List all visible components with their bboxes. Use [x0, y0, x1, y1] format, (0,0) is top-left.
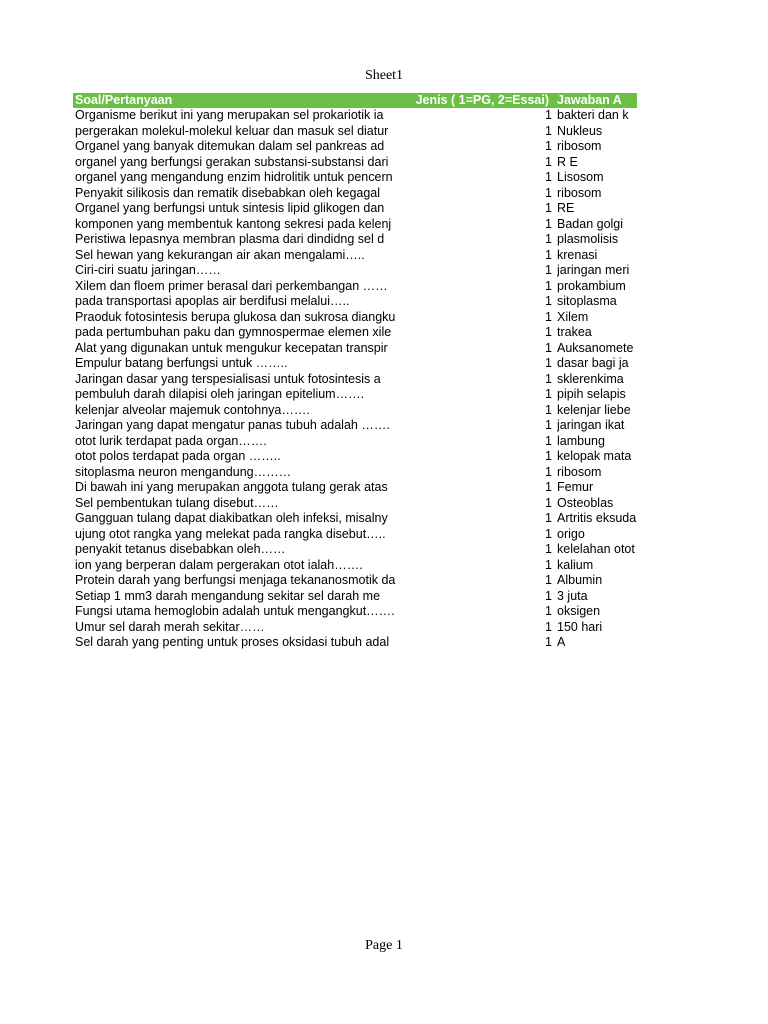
type-cell[interactable]: 1 [545, 170, 552, 184]
answer-cell[interactable]: kelenjar liebe [557, 402, 631, 417]
question-cell[interactable]: penyakit tetanus disebabkan oleh…… [75, 542, 286, 556]
question-cell[interactable]: Sel pembentukan tulang disebut…… [75, 495, 279, 510]
table-row [73, 527, 637, 543]
table-row [73, 434, 637, 450]
answer-cell[interactable]: R E [557, 154, 578, 169]
table-row [73, 449, 637, 465]
table-body [73, 108, 637, 651]
table-row [73, 372, 637, 388]
column-header-answer[interactable]: Jawaban A [557, 93, 622, 107]
type-cell[interactable]: 1 [545, 604, 552, 618]
column-header-question[interactable]: Soal/Pertanyaan [75, 93, 173, 107]
answer-cell[interactable]: ribosom [557, 185, 602, 200]
type-cell[interactable]: 1 [545, 542, 552, 556]
type-cell[interactable]: 1 [545, 480, 552, 494]
type-cell[interactable]: 1 [545, 154, 552, 169]
answer-cell[interactable]: 3 juta [557, 588, 588, 603]
answer-cell[interactable]: Femur [557, 480, 594, 494]
table-row [73, 248, 637, 264]
type-cell[interactable]: 1 [545, 464, 552, 479]
question-cell[interactable]: organel yang mengandung enzim hidrolitik untuk pencern [75, 170, 393, 184]
question-cell[interactable]: otot polos terdapat pada organ …….. [75, 449, 281, 463]
table-row [73, 403, 637, 419]
answer-cell[interactable]: jaringan ikat [557, 418, 625, 432]
question-cell[interactable]: organel yang berfungsi gerakan substansi-substansi dari [75, 154, 389, 169]
question-cell[interactable]: Gangguan tulang dapat diakibatkan oleh infeksi, misalny [75, 511, 388, 525]
sheet-title: Sheet1 [364, 68, 404, 83]
table-row [73, 325, 637, 341]
answer-cell[interactable]: Osteoblas [557, 495, 614, 510]
table-row [73, 620, 637, 636]
type-cell[interactable]: 1 [545, 619, 552, 634]
type-cell[interactable]: 1 [545, 387, 552, 401]
type-cell[interactable]: 1 [545, 495, 552, 510]
table-row [73, 511, 637, 527]
type-cell[interactable]: 1 [545, 418, 552, 432]
question-cell[interactable]: Fungsi utama hemoglobin adalah untuk mengangkut……. [75, 604, 395, 618]
question-cell[interactable]: Organisme berikut ini yang merupakan sel prokariotik ia [75, 108, 384, 122]
answer-cell[interactable]: RE [557, 201, 575, 215]
question-cell[interactable]: pada pertumbuhan paku dan gymnospermae elemen xile [75, 325, 392, 339]
question-cell[interactable]: sitoplasma neuron mengandung……… [75, 464, 292, 479]
question-cell[interactable]: Sel hewan yang kekurangan air akan mengalami….. [75, 247, 365, 262]
question-cell[interactable]: Setiap 1 mm3 darah mengandung sekitar sel darah me [75, 588, 381, 603]
answer-cell[interactable]: sitoplasma [557, 294, 617, 308]
table-row [73, 635, 637, 651]
table-row [73, 155, 637, 171]
answer-cell[interactable]: jaringan meri [557, 263, 630, 277]
answer-cell[interactable]: plasmolisis [557, 232, 619, 246]
answer-cell[interactable]: krenasi [557, 247, 598, 262]
table-row [73, 139, 637, 155]
answer-cell[interactable]: Artritis eksuda [557, 511, 637, 525]
table-row [73, 542, 637, 558]
answer-cell[interactable]: Lisosom [557, 170, 604, 184]
question-cell[interactable]: kelenjar alveolar majemuk contohnya……. [75, 402, 310, 417]
type-cell[interactable]: 1 [545, 433, 552, 448]
type-cell[interactable]: 1 [545, 557, 552, 572]
answer-cell[interactable]: oksigen [557, 604, 601, 618]
question-cell[interactable]: Organel yang berfungsi untuk sintesis lipid glikogen dan [75, 201, 385, 215]
column-header-type[interactable]: Jenis ( 1=PG, 2=Essai) [415, 93, 549, 107]
answer-cell[interactable]: 150 hari [557, 619, 603, 634]
type-cell[interactable]: 1 [545, 123, 552, 138]
answer-cell[interactable]: Nukleus [557, 123, 603, 138]
question-cell[interactable]: pembuluh darah dilapisi oleh jaringan epitelium……. [75, 387, 365, 401]
answer-cell[interactable]: kalium [557, 557, 594, 572]
question-cell[interactable]: Penyakit silikosis dan rematik disebabkan oleh kegagal [75, 185, 381, 200]
table-row [73, 356, 637, 372]
answer-cell[interactable]: Albumin [557, 573, 603, 587]
table-row [73, 573, 637, 589]
type-cell[interactable]: 1 [545, 185, 552, 200]
question-cell[interactable]: pada transportasi apoplas air berdifusi melalui….. [75, 294, 350, 308]
question-cell[interactable]: Protein darah yang berfungsi menjaga tekananosmotik da [75, 573, 396, 587]
type-cell[interactable]: 1 [545, 340, 552, 355]
table-row [73, 217, 637, 233]
answer-cell[interactable]: ribosom [557, 139, 602, 153]
table-row [73, 232, 637, 248]
spreadsheet-table [73, 93, 637, 651]
question-cell[interactable]: Xilem dan floem primer berasal dari perkembangan …… [75, 278, 388, 293]
answer-cell[interactable]: sklerenkima [557, 371, 624, 386]
type-cell[interactable]: 1 [545, 294, 552, 308]
type-cell[interactable]: 1 [545, 635, 552, 649]
header-row [73, 93, 637, 108]
type-cell[interactable]: 1 [545, 139, 552, 153]
type-cell[interactable]: 1 [545, 278, 552, 293]
question-cell[interactable]: Empulur batang berfungsi untuk …….. [75, 356, 288, 370]
answer-cell[interactable]: dasar bagi ja [557, 356, 629, 370]
type-cell[interactable]: 1 [545, 108, 552, 122]
table-row [73, 108, 637, 124]
question-cell[interactable]: Sel darah yang penting untuk proses oksidasi tubuh adal [75, 635, 390, 649]
table-row [73, 496, 637, 512]
question-cell[interactable]: otot lurik terdapat pada organ……. [75, 433, 267, 448]
answer-cell[interactable]: lambung [557, 433, 605, 448]
answer-cell[interactable]: Xilem [557, 309, 589, 324]
table-row [73, 589, 637, 605]
table-row [73, 263, 637, 279]
answer-cell[interactable]: A [557, 635, 566, 649]
answer-cell[interactable]: kelopak mata [557, 449, 632, 463]
question-cell[interactable]: Jaringan dasar yang terspesialisasi untuk fotosintesis a [75, 371, 381, 386]
question-cell[interactable]: pergerakan molekul-molekul keluar dan masuk sel diatur [75, 123, 389, 138]
question-cell[interactable]: ujung otot rangka yang melekat pada rangka disebut….. [75, 526, 386, 541]
table-row [73, 170, 637, 186]
answer-cell[interactable]: bakteri dan k [557, 108, 629, 122]
type-cell[interactable]: 1 [545, 402, 552, 417]
table-row [73, 294, 637, 310]
type-cell[interactable]: 1 [545, 309, 552, 324]
question-cell[interactable]: Di bawah ini yang merupakan anggota tulang gerak atas [75, 480, 388, 494]
table-row [73, 604, 637, 620]
answer-cell[interactable]: Auksanomete [557, 340, 634, 355]
question-cell[interactable]: Organel yang banyak ditemukan dalam sel pankreas ad [75, 139, 385, 153]
table-row [73, 124, 637, 140]
table-row [73, 310, 637, 326]
type-cell[interactable]: 1 [545, 325, 552, 339]
type-cell[interactable]: 1 [545, 263, 552, 277]
type-cell[interactable]: 1 [545, 201, 552, 215]
question-cell[interactable]: ion yang berperan dalam pergerakan otot ialah……. [75, 557, 363, 572]
type-cell[interactable]: 1 [545, 526, 552, 541]
answer-cell[interactable]: ribosom [557, 464, 602, 479]
table-row [73, 480, 637, 496]
table-row [73, 341, 637, 357]
table-row [73, 558, 637, 574]
answer-cell[interactable]: prokambium [557, 278, 626, 293]
type-cell[interactable]: 1 [545, 588, 552, 603]
table-row [73, 201, 637, 217]
type-cell[interactable]: 1 [545, 573, 552, 587]
question-cell[interactable]: Umur sel darah merah sekitar…… [75, 619, 265, 634]
table-row [73, 387, 637, 403]
type-cell[interactable]: 1 [545, 216, 552, 231]
table-row [73, 279, 637, 295]
question-cell[interactable]: Ciri-ciri suatu jaringan…… [75, 263, 221, 277]
type-cell[interactable]: 1 [545, 247, 552, 262]
answer-cell[interactable]: Badan golgi [557, 216, 624, 231]
question-cell[interactable]: Alat yang digunakan untuk mengukur kecepatan transpir [75, 340, 388, 355]
type-cell[interactable]: 1 [545, 371, 552, 386]
answer-cell[interactable]: trakea [557, 325, 592, 339]
answer-cell[interactable]: origo [557, 526, 585, 541]
question-cell[interactable]: Peristiwa lepasnya membran plasma dari dindidng sel d [75, 232, 385, 246]
type-cell[interactable]: 1 [545, 232, 552, 246]
answer-cell[interactable]: pipih selapis [557, 387, 626, 401]
table-row [73, 465, 637, 481]
type-cell[interactable]: 1 [545, 511, 552, 525]
question-cell[interactable]: Praoduk fotosintesis berupa glukosa dan sukrosa diangku [75, 309, 396, 324]
table-row [73, 186, 637, 202]
page-footer: Page 1 [365, 938, 403, 953]
type-cell[interactable]: 1 [545, 449, 552, 463]
type-cell[interactable]: 1 [545, 356, 552, 370]
answer-cell[interactable]: kelelahan otot [557, 542, 635, 556]
question-cell[interactable]: komponen yang membentuk kantong sekresi pada kelenj [75, 216, 392, 231]
question-cell[interactable]: Jaringan yang dapat mengatur panas tubuh adalah ……. [75, 418, 390, 432]
table-row [73, 418, 637, 434]
